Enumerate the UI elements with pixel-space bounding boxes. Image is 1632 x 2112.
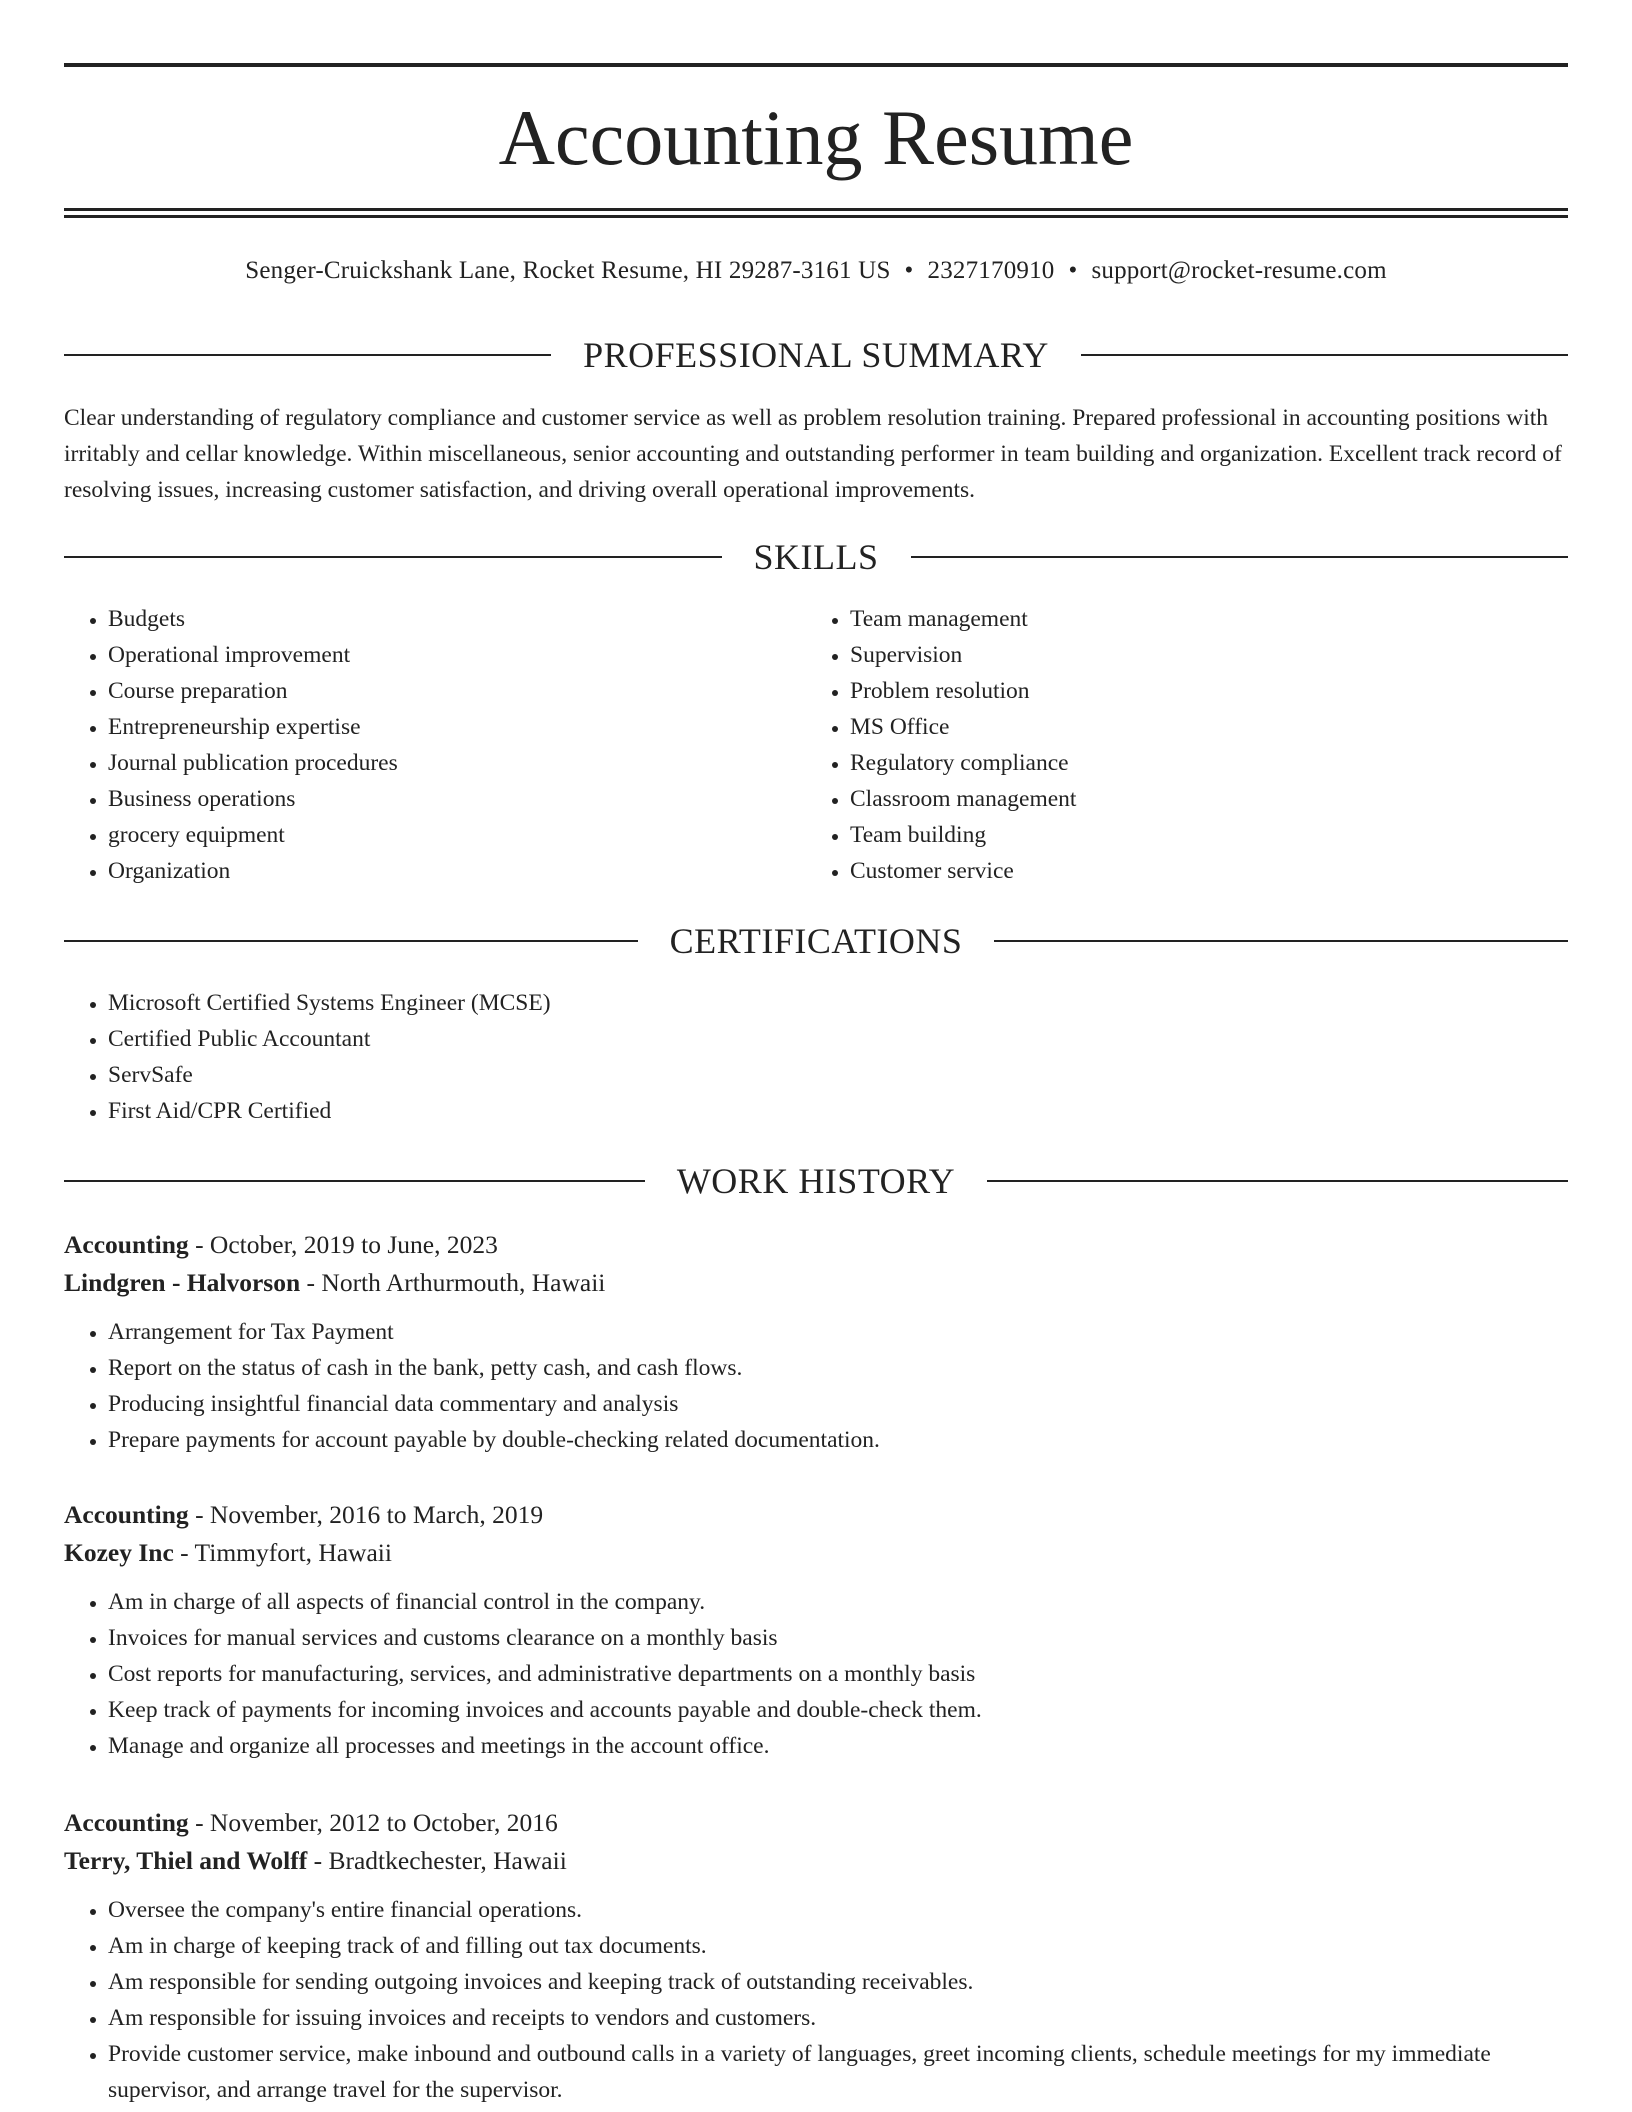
certification-item: • Certified Public Accountant xyxy=(108,1021,1108,1057)
job-dates: - November, 2012 to October, 2016 xyxy=(188,1808,558,1837)
job-bullet: • Keep track of payments for incoming invoices and accounts payable and double-check them. xyxy=(108,1692,1568,1728)
top-rule xyxy=(64,63,1568,67)
section-heading-label: CERTIFICATIONS xyxy=(669,921,963,961)
contact-phone: 2327170910 xyxy=(927,257,1055,284)
job-company-line xyxy=(64,1264,1568,1302)
job-dates: - October, 2019 to June, 2023 xyxy=(188,1230,498,1259)
job-bullets xyxy=(64,1892,1568,2108)
certification-item: • First Aid/CPR Certified xyxy=(108,1093,1108,1129)
page-title: Accounting Resume xyxy=(498,94,1134,181)
job-dates: - November, 2016 to March, 2019 xyxy=(188,1500,544,1529)
job-entry xyxy=(64,1226,1568,1458)
skill-item: • Journal publication procedures xyxy=(108,745,848,781)
section-heading-summary xyxy=(64,333,1568,377)
job-bullet: • Provide customer service, make inbound and outbound calls in a variety of languages, greet incoming clients, schedule meetings for my immediate supervisor, and arrange travel for the supervisor. xyxy=(108,2036,1568,2108)
skills-list-right xyxy=(806,601,1590,889)
job-bullet: • Cost reports for manufacturing, services, and administrative departments on a monthly basis xyxy=(108,1656,1568,1692)
job-title: Accounting xyxy=(64,1808,189,1837)
job-company-line xyxy=(64,1842,1568,1880)
summary-text: Clear understanding of regulatory compliance and customer service as well as problem resolution training. Prepared professional in accounting positions with irritably and cellar knowledge. Within miscellaneous, senior accounting and outstanding performer in team building and organization. Excellent track record of resolving issues, increasing customer satisfaction, and driving overall operational improvements. xyxy=(64,405,1562,503)
certifications-list xyxy=(64,985,1108,1129)
job-bullets xyxy=(64,1584,1568,1764)
skill-item: • Entrepreneurship expertise xyxy=(108,709,848,745)
job-bullet: • Manage and organize all processes and meetings in the account office. xyxy=(108,1728,1568,1764)
job-location: - Timmyfort, Hawaii xyxy=(173,1538,392,1567)
title-double-rule xyxy=(64,208,1568,218)
skill-item: • Regulatory compliance xyxy=(850,745,1590,781)
skill-item: • Problem resolution xyxy=(850,673,1590,709)
skill-item: • Course preparation xyxy=(108,673,848,709)
skill-item: • Operational improvement xyxy=(108,637,848,673)
job-title-line xyxy=(64,1804,1568,1842)
job-entry xyxy=(64,1804,1568,2108)
skill-item: • Customer service xyxy=(850,853,1590,889)
skill-item: • Budgets xyxy=(108,601,848,637)
skill-item: • grocery equipment xyxy=(108,817,848,853)
job-location: - Bradtkechester, Hawaii xyxy=(307,1846,567,1875)
job-bullet: • Invoices for manual services and customs clearance on a monthly basis xyxy=(108,1620,1568,1656)
job-company: Lindgren - Halvorson xyxy=(64,1268,301,1297)
contact-separator: • xyxy=(1068,257,1078,284)
job-bullet: • Arrangement for Tax Payment xyxy=(108,1314,1568,1350)
job-bullet: • Am in charge of all aspects of financial control in the company. xyxy=(108,1584,1568,1620)
section-heading-label: SKILLS xyxy=(753,537,879,577)
skills-list-left xyxy=(64,601,848,889)
job-bullet: • Oversee the company's entire financial operations. xyxy=(108,1892,1568,1928)
section-heading-skills xyxy=(64,535,1568,579)
section-heading-label: PROFESSIONAL SUMMARY xyxy=(583,335,1049,375)
skill-item: • Team management xyxy=(850,601,1590,637)
certification-item: • ServSafe xyxy=(108,1057,1108,1093)
contact-address: Senger-Cruickshank Lane, Rocket Resume, HI 29287-3161 US xyxy=(245,257,891,284)
skill-item: • Business operations xyxy=(108,781,848,817)
contact-separator: • xyxy=(904,257,914,284)
job-bullet: • Producing insightful financial data commentary and analysis xyxy=(108,1386,1568,1422)
certification-item: • Microsoft Certified Systems Engineer (MCSE) xyxy=(108,985,1108,1021)
job-bullet: • Prepare payments for account payable by double-checking related documentation. xyxy=(108,1422,1568,1458)
section-heading-label: WORK HISTORY xyxy=(676,1161,956,1201)
section-heading-work-history xyxy=(64,1159,1568,1203)
contact-line xyxy=(64,253,1568,289)
job-bullet: • Am responsible for sending outgoing invoices and keeping track of outstanding receivables. xyxy=(108,1964,1568,2000)
skill-item: • Supervision xyxy=(850,637,1590,673)
job-entry xyxy=(64,1496,1568,1764)
job-bullet: • Report on the status of cash in the bank, petty cash, and cash flows. xyxy=(108,1350,1568,1386)
job-bullet: • Am in charge of keeping track of and filling out tax documents. xyxy=(108,1928,1568,1964)
job-company: Kozey Inc xyxy=(64,1538,174,1567)
job-title-line xyxy=(64,1226,1568,1264)
skill-item: • Organization xyxy=(108,853,848,889)
job-company: Terry, Thiel and Wolff xyxy=(64,1846,308,1875)
skill-item: • MS Office xyxy=(850,709,1590,745)
job-title-line xyxy=(64,1496,1568,1534)
job-bullets xyxy=(64,1314,1568,1458)
skill-item: • Team building xyxy=(850,817,1590,853)
skill-item: • Classroom management xyxy=(850,781,1590,817)
contact-email: support@rocket-resume.com xyxy=(1091,257,1387,284)
job-location: - North Arthurmouth, Hawaii xyxy=(300,1268,606,1297)
section-heading-certifications xyxy=(64,919,1568,963)
job-company-line xyxy=(64,1534,1568,1572)
job-bullet: • Am responsible for issuing invoices and receipts to vendors and customers. xyxy=(108,2000,1568,2036)
job-title: Accounting xyxy=(64,1500,189,1529)
job-title: Accounting xyxy=(64,1230,189,1259)
